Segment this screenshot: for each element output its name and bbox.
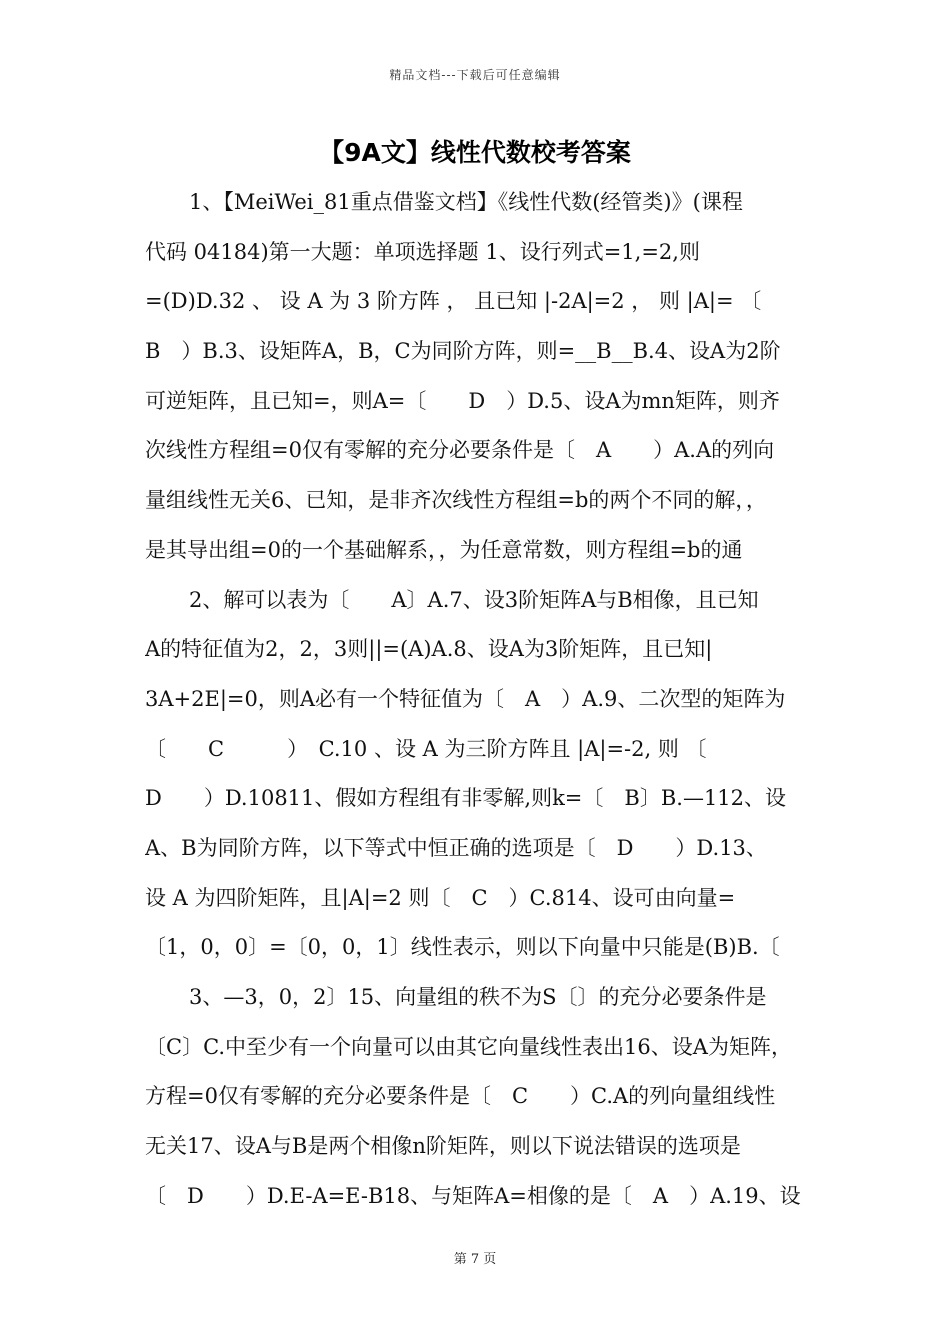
text-line: 1、【MeiWei_81重点借鉴文档】《线性代数(经管类)》(课程 [189, 190, 743, 214]
text-line: 次线性方程组=0仅有零解的充分必要条件是〔 A ）A.A的列向 [145, 438, 775, 463]
text-line: 代码 04184)第一大题：单项选择题 1、设行列式=1,=2,则 [145, 239, 700, 264]
text-line: A的特征值为2，2，3则||=(A)A.8、设A为3阶矩阵，且已知| [145, 637, 713, 662]
text-line: 2、解可以表为〔 A〕A.7、设3阶矩阵A与B相像，且已知 [189, 587, 759, 612]
text-line: 量组线性无关6、已知，是非齐次线性方程组=b的两个不同的解，， [145, 488, 767, 513]
text-line: 3A+2E|=0，则A必有一个特征值为〔 A ）A.9、二次型的矩阵为 [145, 686, 786, 711]
text-line: 可逆矩阵，且已知=，则A=〔 D ）D.5、设A为mn矩阵，则齐 [145, 388, 780, 413]
text-line: 方程=0仅有零解的充分必要条件是〔 C ）C.A的列向量组线性 [145, 1084, 776, 1109]
text-line: A、B为同阶方阵，以下等式中恒正确的选项是〔 D ）D.13、 [145, 835, 767, 860]
text-line: 〔C〕C.中至少有一个向量可以由其它向量线性表出16、设A为矩阵， [145, 1034, 792, 1059]
document-body [145, 178, 810, 1221]
text-line: 无关17、设A与B是两个相像n阶矩阵，则以下说法错误的选项是 [145, 1134, 741, 1159]
text-line: 〔1，0，0〕=〔0，0，1〕线性表示，则以下向量中只能是(B)B.〔 [145, 935, 780, 960]
text-line: 〔 C ） C.10 、设 A 为三阶方阵且 |A|=-2, 则 〔 [145, 736, 707, 761]
text-line: =(D)D.32 、 设 A 为 3 阶方阵 ， 且已知 |-2A|=2 ， 则 |A|= 〔 [145, 289, 762, 314]
text-line: 是其导出组=0的一个基础解系，，为任意常数，则方程组=b的通 [145, 537, 743, 562]
text-line: 设 A 为四阶矩阵，且|A|=2 则〔 C ）C.814、设可由向量= [145, 885, 736, 910]
page-number: 第 7 页 [453, 1252, 497, 1267]
header-note: 精品文档---下载后可任意编辑 [389, 68, 561, 82]
text-line: B ）B.3、设矩阵A，B，C为同阶方阵，则=__B__B.4、设A为2阶 [145, 339, 781, 364]
text-line: 3、—3，0，2〕15、向量组的秩不为S〔〕的充分必要条件是 [189, 985, 767, 1009]
text-line: 〔 D ）D.E-A=E-B18、与矩阵A=相像的是〔 A ）A.19、设 [145, 1183, 801, 1208]
text-line: D ）D.10811、假如方程组有非零解,则k=〔 B〕B.—112、设 [145, 786, 787, 811]
document-title: 【9A文】线性代数校考答案 [319, 138, 631, 167]
